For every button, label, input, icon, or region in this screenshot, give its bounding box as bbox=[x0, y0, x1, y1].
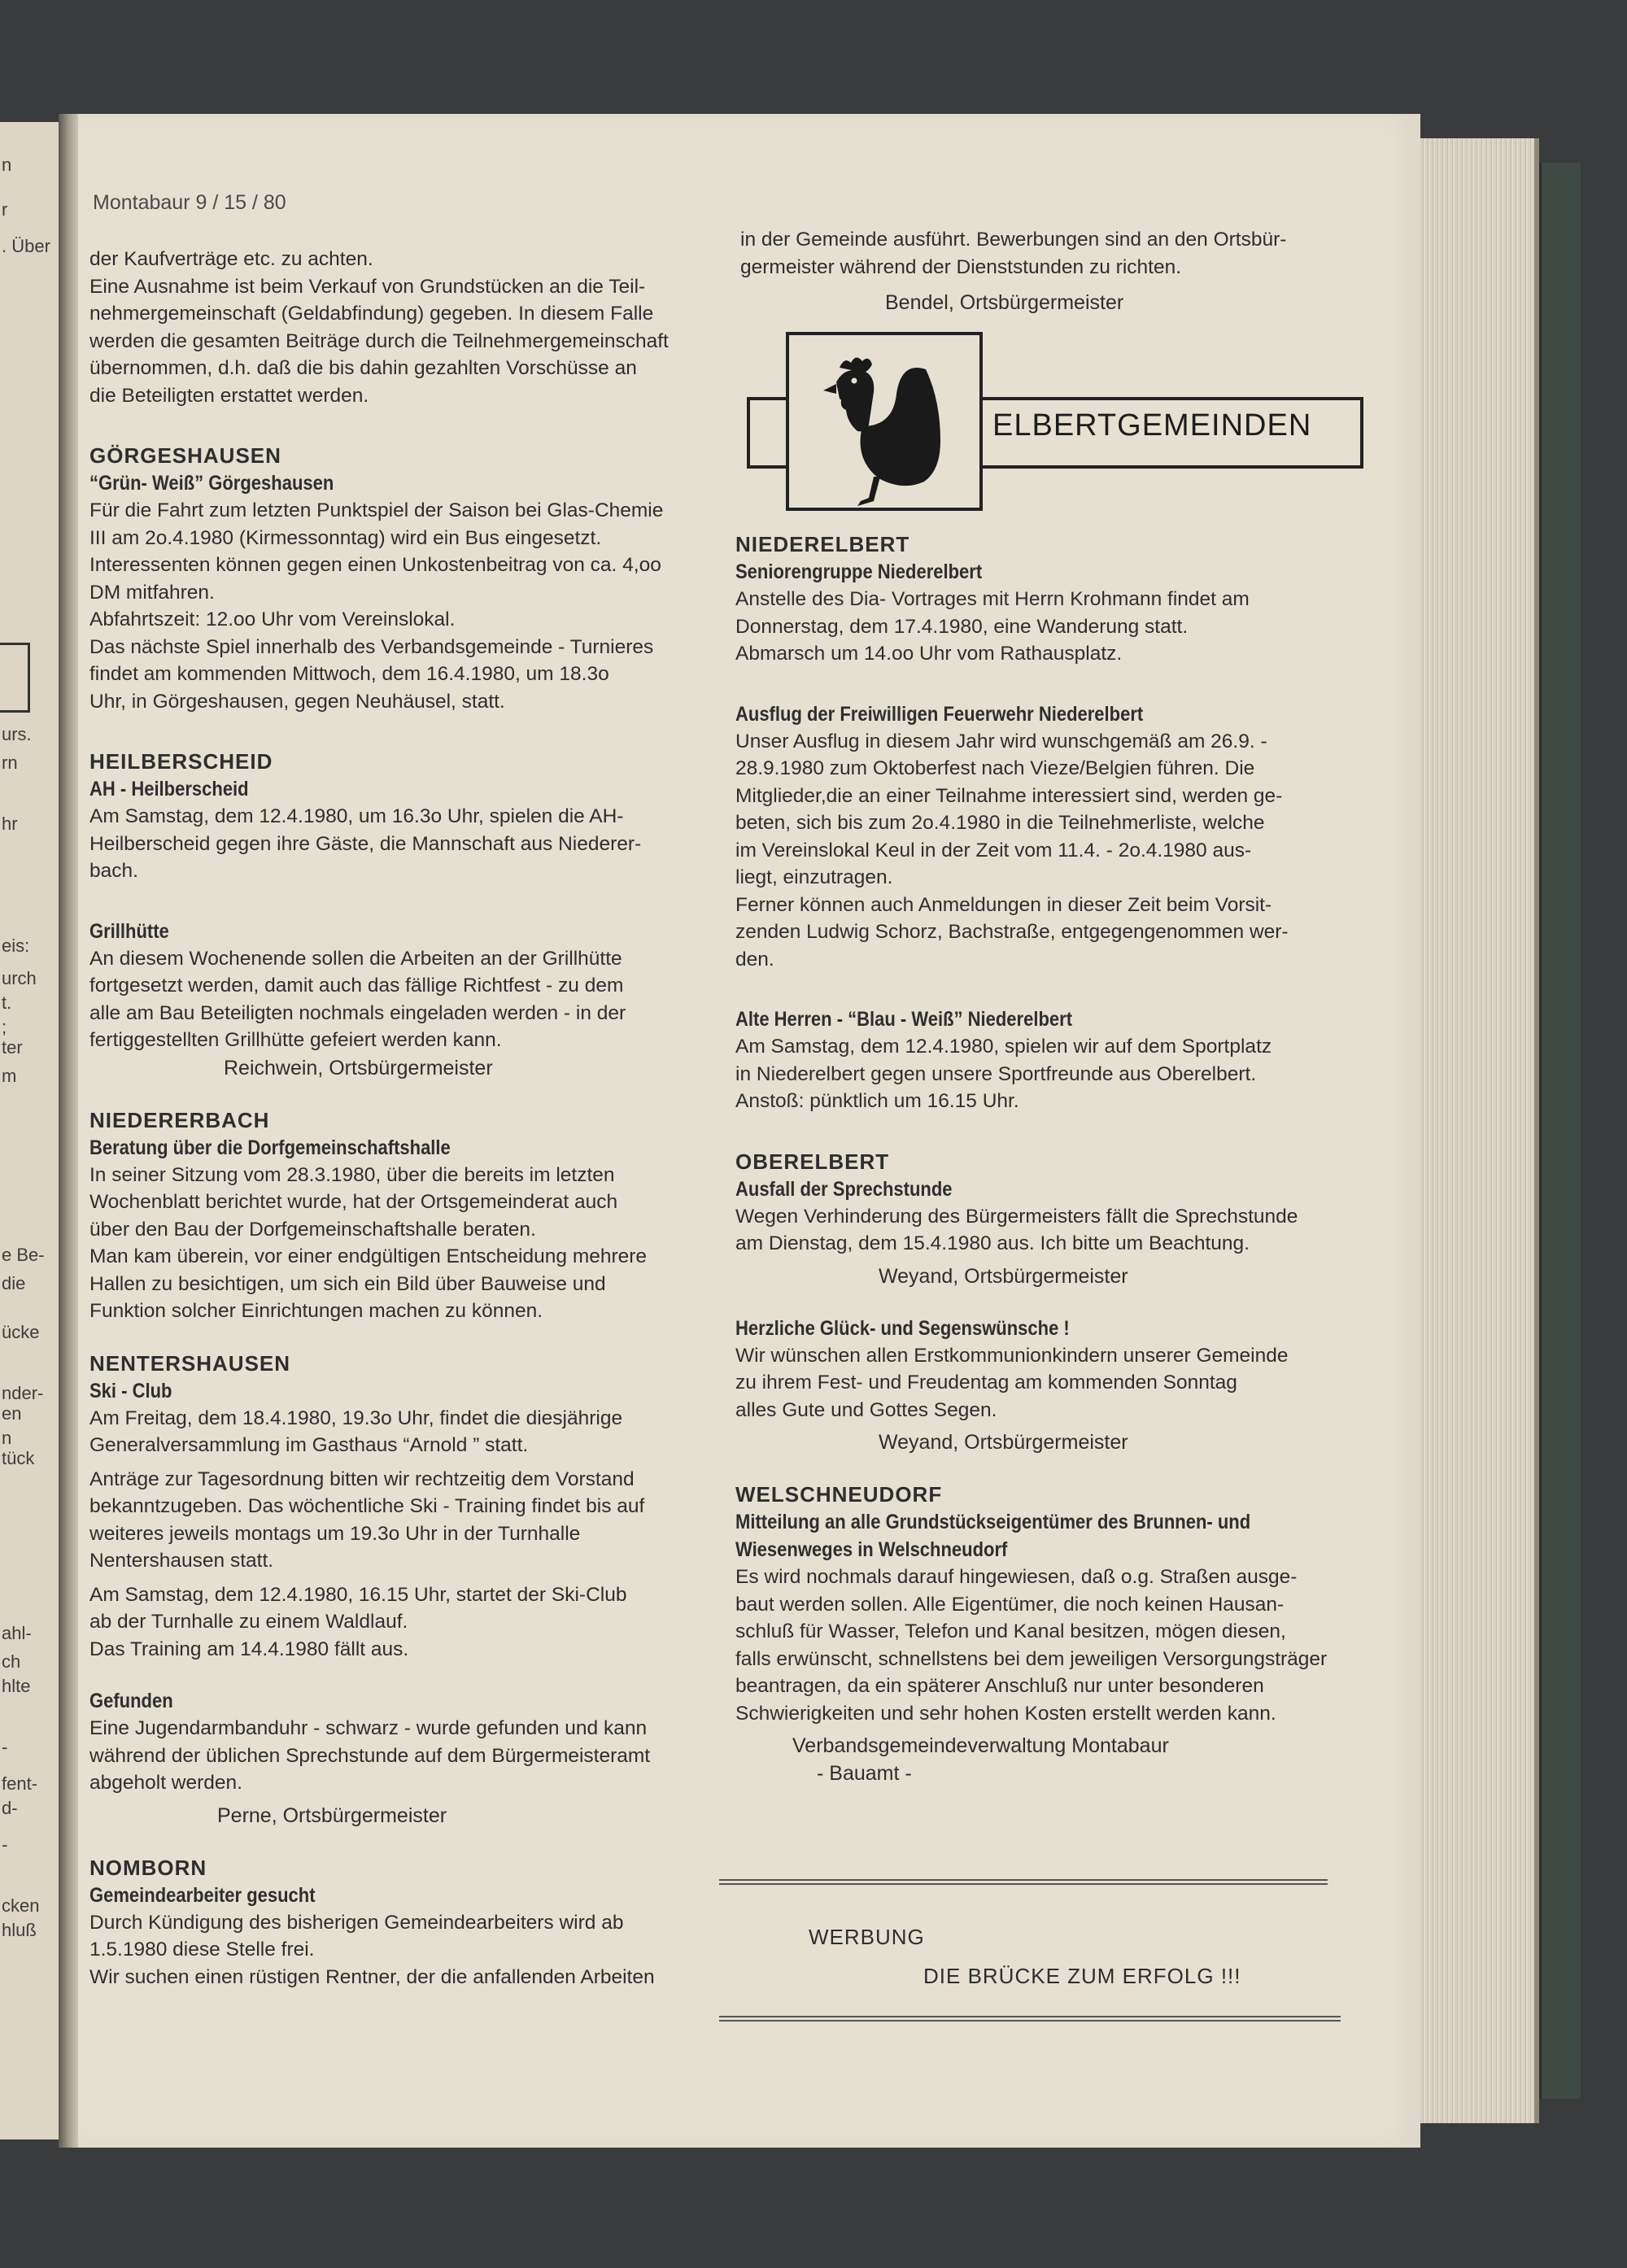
section-body bbox=[735, 1203, 1402, 1258]
text-line: Wir suchen einen rüstigen Rentner, der die anfallenden Arbeiten bbox=[89, 1965, 655, 1988]
text-line: alle am Bau Beteiligten nochmals eingeladen werden - in der bbox=[89, 1001, 626, 1024]
previous-page-text: cken bbox=[2, 1895, 40, 1916]
section-body bbox=[89, 945, 724, 1054]
section-heading: NOMBORN bbox=[89, 1855, 207, 1880]
text-line: III am 2o.4.1980 (Kirmessonntag) wird ein Bus eingesetzt. bbox=[89, 526, 602, 549]
section-heading: GÖRGESHAUSEN bbox=[89, 443, 281, 468]
text-line: Wochenblatt berichtet wurde, hat der Ortsgemeinderat auch bbox=[89, 1191, 618, 1213]
section-body bbox=[735, 1564, 1402, 1727]
text-line: Wir wünschen allen Erstkommunionkindern unserer Gemeinde bbox=[735, 1344, 1289, 1367]
section-body bbox=[89, 803, 724, 885]
section-body bbox=[89, 1715, 724, 1797]
text-line: zu ihrem Fest- und Freudentag am kommenden Sonntag bbox=[735, 1372, 1237, 1394]
text-line: fortgesetzt werden, damit auch das fällige Richtfest - zu dem bbox=[89, 975, 624, 997]
section-subheading: Mitteilung an alle Grundstückseigentümer des Brunnen- und bbox=[735, 1511, 1251, 1533]
previous-page-text: - bbox=[2, 1737, 8, 1757]
section-heading: NIEDERELBERT bbox=[735, 532, 910, 556]
text-line: An diesem Wochenende sollen die Arbeiten an der Grillhütte bbox=[89, 947, 622, 970]
section-subheading: AH - Heilberscheid bbox=[89, 778, 249, 800]
section-subheading: Gemeindearbeiter gesucht bbox=[89, 1883, 316, 1907]
text-line: 28.9.1980 zum Oktoberfest nach Vieze/Belgien führen. Die bbox=[735, 757, 1255, 779]
text-line: Schwierigkeiten und sehr hohen Kosten erstellt werden kann. bbox=[735, 1702, 1276, 1725]
section-niederelbert bbox=[735, 530, 1402, 1115]
text-line: Man kam überein, vor einer endgültigen Entscheidung mehrere bbox=[89, 1245, 648, 1267]
section-body bbox=[89, 1162, 724, 1325]
section-body bbox=[89, 1909, 724, 1991]
right-column bbox=[731, 226, 1381, 316]
previous-page-text: t. bbox=[2, 992, 12, 1013]
section-heading: NENTERSHAUSEN bbox=[89, 1350, 291, 1376]
banner-title: ELBERTGEMEINDEN bbox=[992, 408, 1312, 443]
previous-page-text: tück bbox=[2, 1448, 35, 1468]
previous-page-text: die bbox=[2, 1273, 26, 1293]
text-line: Funktion solcher Einrichtungen machen zu können. bbox=[89, 1300, 543, 1322]
section-body bbox=[735, 1033, 1402, 1115]
section-subheading: Herzliche Glück- und Segenswünsche ! bbox=[735, 1316, 1070, 1340]
section-goergeshausen bbox=[89, 442, 724, 715]
text-line: liegt, einzutragen. bbox=[735, 866, 893, 888]
text-line: Wegen Verhinderung des Bürgermeisters fällt die Sprechstunde bbox=[735, 1205, 1298, 1228]
previous-page-text: ücke bbox=[2, 1322, 40, 1342]
previous-page-text: e Be- bbox=[2, 1245, 45, 1265]
section-nentershausen bbox=[89, 1350, 724, 1830]
text-line: Ferner können auch Anmeldungen in dieser Zeit beim Vorsit- bbox=[735, 893, 1272, 916]
intro-text bbox=[89, 246, 724, 409]
previous-page-text: fent- bbox=[2, 1773, 38, 1794]
text-line: Mitglieder,die an einer Teilnahme interessiert sind, werden ge- bbox=[735, 784, 1283, 807]
previous-page-text: rn bbox=[2, 752, 18, 773]
previous-page-text: n bbox=[2, 155, 12, 175]
section-body bbox=[735, 586, 1402, 668]
text-line: im Vereinslokal Keul in der Zeit vom 11.4. - 2o.4.1980 aus- bbox=[735, 839, 1252, 861]
previous-page-text: - bbox=[2, 1834, 8, 1855]
text-line: 1.5.1980 diese Stelle frei. bbox=[89, 1939, 315, 1961]
text-line: Uhr, in Görgeshausen, gegen Neuhäusel, statt. bbox=[89, 690, 505, 713]
section-subheading: Alte Herren - “Blau - Weiß” Niederelbert bbox=[735, 1008, 1073, 1031]
previous-page-text: urs. bbox=[2, 724, 32, 744]
text-line: Am Samstag, dem 12.4.1980, spielen wir auf dem Sportplatz bbox=[735, 1036, 1272, 1058]
text-line: werden die gesamten Beiträge durch die Teilnehmergemeinschaft bbox=[89, 329, 669, 352]
text-line: zenden Ludwig Schorz, Bachstraße, entgegengenommen wer- bbox=[735, 921, 1289, 943]
text-line: schluß für Wasser, Telefon und Kanal besitzen, mögen diesen, bbox=[735, 1620, 1286, 1642]
previous-page-text: m bbox=[2, 1066, 17, 1086]
text-line: weiteres jeweils montags um 19.3o Uhr in der Turnhalle bbox=[89, 1522, 581, 1545]
previous-page-text: hluß bbox=[2, 1920, 37, 1940]
previous-page-text: hr bbox=[2, 813, 18, 834]
section-body bbox=[89, 1581, 724, 1664]
previous-page-text: d- bbox=[2, 1798, 18, 1818]
text-line: DM mitfahren. bbox=[89, 581, 215, 604]
text-line: In seiner Sitzung vom 28.3.1980, über die bereits im letzten bbox=[89, 1163, 615, 1186]
section-subheading: Grillhütte bbox=[89, 919, 169, 943]
text-line: Das nächste Spiel innerhalb des Verbandsgemeinde - Turnieres bbox=[89, 635, 654, 658]
logo-box bbox=[786, 332, 983, 511]
previous-page-text: ter bbox=[2, 1037, 23, 1058]
signature: Perne, Ortsbürgermeister bbox=[217, 1803, 447, 1827]
text-line: beantragen, da ein späterer Anschluß nur unter besonderen bbox=[735, 1675, 1264, 1697]
text-line: bekanntzugeben. Das wöchentliche Ski - Training findet bis auf bbox=[89, 1495, 645, 1517]
section-subheading: Ski - Club bbox=[89, 1379, 172, 1402]
section-niedererbach bbox=[89, 1106, 724, 1325]
signature-department: - Bauamt - bbox=[817, 1762, 912, 1785]
previous-page-text: urch bbox=[2, 968, 37, 988]
previous-page-text: . Über bbox=[2, 236, 50, 256]
section-subheading: Ausflug der Freiwilligen Feuerwehr Niederelbert bbox=[735, 702, 1144, 726]
previous-page-text: eis: bbox=[2, 936, 30, 956]
text-line: über den Bau der Dorfgemeinschaftshalle beraten. bbox=[89, 1218, 536, 1241]
ad-slogan: DIE BRÜCKE ZUM ERFOLG !!! bbox=[923, 1964, 1241, 1988]
left-column bbox=[89, 175, 724, 1991]
section-subheading: “Grün- Weiß” Görgeshausen bbox=[89, 472, 334, 495]
signature: Reichwein, Ortsbürgermeister bbox=[224, 1056, 493, 1079]
text-line: Durch Kündigung des bisherigen Gemeindearbeiters wird ab bbox=[89, 1911, 624, 1934]
previous-page-text: hlte bbox=[2, 1676, 31, 1696]
previous-page-text: nder- bbox=[2, 1383, 44, 1403]
text-line: Am Samstag, dem 12.4.1980, 16.15 Uhr, startet der Ski-Club bbox=[89, 1583, 627, 1606]
rooster-icon bbox=[789, 335, 979, 508]
text-line: ab der Turnhalle zu einem Waldlauf. bbox=[89, 1611, 408, 1633]
text-line: falls erwünscht, schnellstens bei dem jeweiligen Versorgungsträger bbox=[735, 1647, 1328, 1670]
page-stack-edges bbox=[1420, 138, 1539, 2123]
text-line: Am Samstag, dem 12.4.1980, um 16.3o Uhr, spielen die AH- bbox=[89, 805, 624, 827]
text-line: abgeholt werden. bbox=[89, 1772, 242, 1794]
previous-page-edge bbox=[0, 122, 61, 2139]
section-heading: OBERELBERT bbox=[735, 1149, 890, 1174]
text-line: germeister während der Dienststunden zu richten. bbox=[740, 255, 1182, 278]
previous-page-text: en bbox=[2, 1403, 22, 1424]
text-line: den. bbox=[735, 948, 774, 970]
text-line: Hallen zu besichtigen, um sich ein Bild über Bauweise und bbox=[89, 1272, 606, 1295]
text-line: alles Gute und Gottes Segen. bbox=[735, 1398, 997, 1421]
ad-top-rule bbox=[719, 1879, 1328, 1885]
signature: Bendel, Ortsbürgermeister bbox=[885, 291, 1124, 314]
previous-page-text: n bbox=[2, 1428, 12, 1448]
text-line: baut werden sollen. Alle Eigentümer, die noch keinen Hausan- bbox=[735, 1593, 1285, 1616]
elbertgemeinden-banner bbox=[747, 332, 1365, 516]
section-subheading: Beratung über die Dorfgemeinschaftshalle bbox=[89, 1136, 451, 1159]
text-line: Nentershausen statt. bbox=[89, 1550, 274, 1572]
section-heading: NIEDERERBACH bbox=[89, 1107, 270, 1132]
text-line: Anstoß: pünktlich um 16.15 Uhr. bbox=[735, 1090, 1019, 1112]
signature: Weyand, Ortsbürgermeister bbox=[879, 1431, 1128, 1454]
section-body bbox=[89, 497, 724, 715]
text-line: Anstelle des Dia- Vortrages mit Herrn Krohmann findet am bbox=[735, 588, 1250, 610]
text-line: Anträge zur Tagesordnung bitten wir rechtzeitig dem Vorstand bbox=[89, 1468, 635, 1490]
previous-page-text: ; bbox=[2, 1017, 7, 1037]
text-line: fertiggestellten Grillhütte gefeiert werden kann. bbox=[89, 1029, 502, 1051]
text-line: findet am kommenden Mittwoch, dem 16.4.1980, um 18.3o bbox=[89, 663, 609, 685]
text-line: Eine Jugendarmbanduhr - schwarz - wurde gefunden und kann bbox=[89, 1717, 648, 1739]
text-line: bach. bbox=[89, 860, 138, 882]
signature: Verbandsgemeindeverwaltung Montabaur bbox=[792, 1734, 1169, 1757]
section-oberelbert bbox=[735, 1148, 1402, 1457]
text-line: nehmergemeinschaft (Geldabfindung) gegeben. In diesem Falle bbox=[89, 303, 654, 325]
text-line: der Kaufverträge etc. zu achten. bbox=[89, 248, 373, 270]
running-head: Montabaur 9 / 15 / 80 bbox=[93, 191, 286, 214]
text-line: in Niederelbert gegen unsere Sportfreunde aus Oberelbert. bbox=[735, 1062, 1257, 1085]
ad-bottom-rule bbox=[719, 2016, 1341, 2022]
text-line: Generalversammlung im Gasthaus “Arnold ” statt. bbox=[89, 1434, 529, 1456]
text-line: während der üblichen Sprechstunde auf dem Bürgermeisteramt bbox=[89, 1744, 651, 1767]
text-line: Abfahrtszeit: 12.oo Uhr vom Vereinslokal. bbox=[89, 608, 456, 630]
text-line: Abmarsch um 14.oo Uhr vom Rathausplatz. bbox=[735, 643, 1123, 665]
section-heading: HEILBERSCHEID bbox=[89, 749, 273, 774]
signature: Weyand, Ortsbürgermeister bbox=[879, 1264, 1128, 1288]
text-line: in der Gemeinde ausführt. Bewerbungen sind an den Ortsbür- bbox=[740, 229, 1287, 251]
section-nomborn bbox=[89, 1854, 724, 1991]
section-heading: WELSCHNEUDORF bbox=[735, 1482, 943, 1507]
previous-page-text: ahl- bbox=[2, 1623, 32, 1643]
text-line: Am Freitag, dem 18.4.1980, 19.3o Uhr, findet die diesjährige bbox=[89, 1407, 623, 1429]
text-line: Donnerstag, dem 17.4.1980, eine Wanderung statt. bbox=[735, 615, 1189, 638]
section-body bbox=[735, 728, 1402, 974]
text-line: Heilberscheid gegen ihre Gäste, die Mannschaft aus Niederer- bbox=[89, 832, 642, 855]
text-line: Für die Fahrt zum letzten Punktspiel der Saison bei Glas-Chemie bbox=[89, 499, 664, 521]
section-body bbox=[89, 1466, 724, 1575]
section-body bbox=[735, 1342, 1402, 1424]
continued-text bbox=[740, 226, 1381, 281]
section-subheading: Seniorengruppe Niederelbert bbox=[735, 560, 983, 583]
text-line: am Dienstag, dem 15.4.1980 aus. Ich bitte um Beachtung. bbox=[735, 1232, 1250, 1254]
text-line: Das Training am 14.4.1980 fällt aus. bbox=[89, 1638, 409, 1660]
text-line: beten, sich bis zum 2o.4.1980 in die Teilnehmerliste, welche bbox=[735, 812, 1265, 834]
section-subheading: Ausfall der Sprechstunde bbox=[735, 1177, 953, 1201]
right-column-lower bbox=[735, 530, 1402, 1787]
text-line: übernommen, d.h. daß die bis dahin gezahlten Vorschüsse an bbox=[89, 357, 637, 379]
previous-page-box bbox=[0, 643, 30, 713]
section-welschneudorf bbox=[735, 1481, 1402, 1787]
text-line: Unser Ausflug in diesem Jahr wird wunschgemäß am 26.9. - bbox=[735, 730, 1267, 752]
section-body bbox=[89, 1405, 724, 1459]
text-line: die Beteiligten erstattet werden. bbox=[89, 384, 369, 407]
section-subheading: Wiesenweges in Welschneudorf bbox=[735, 1538, 1008, 1561]
book-cover-edge bbox=[1539, 163, 1581, 2099]
text-line: Eine Ausnahme ist beim Verkauf von Grundstücken an die Teil- bbox=[89, 275, 646, 298]
previous-page-text: r bbox=[2, 199, 8, 220]
section-heilberscheid bbox=[89, 748, 724, 1082]
text-line: Es wird nochmals darauf hingewiesen, daß o.g. Straßen ausge- bbox=[735, 1566, 1298, 1588]
section-subheading: Gefunden bbox=[89, 1690, 173, 1712]
previous-page-text: ch bbox=[2, 1651, 21, 1672]
ad-title: WERBUNG bbox=[809, 1925, 925, 1949]
text-line: Interessenten können gegen einen Unkostenbeitrag von ca. 4,oo bbox=[89, 554, 661, 576]
